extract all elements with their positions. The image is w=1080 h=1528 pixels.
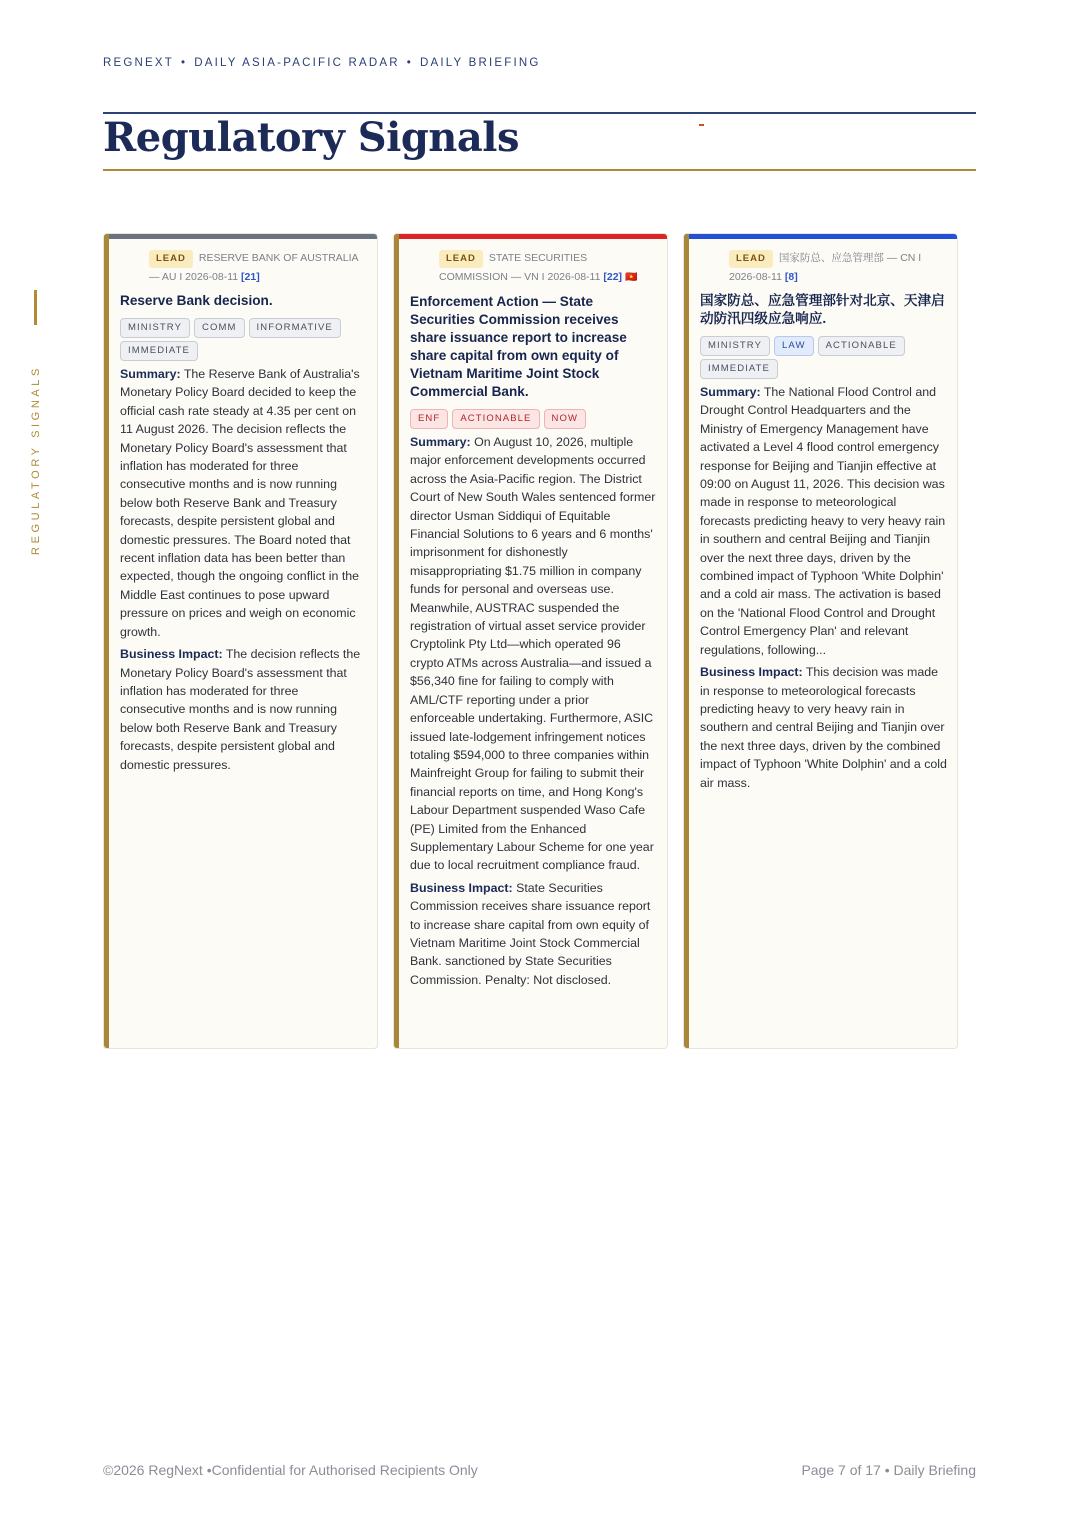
lead-badge: LEAD xyxy=(149,250,193,268)
tag-badge: NOW xyxy=(544,409,587,429)
side-section-label: REGULATORY SIGNALS xyxy=(30,365,42,555)
tag-badge: INFORMATIVE xyxy=(249,318,341,338)
breadcrumb-item: REGNEXT xyxy=(103,57,174,69)
citation-ref[interactable]: [22] xyxy=(603,271,623,283)
card-headline: Reserve Bank decision. xyxy=(120,293,273,308)
signal-card-ssc xyxy=(393,233,668,1049)
card-accent-bar xyxy=(104,234,377,239)
summary-label: Summary: xyxy=(700,385,761,399)
tag-badge: ENF xyxy=(410,409,448,429)
card-source: STATE SECURITIES COMMISSION — VN I 2026-08-11 xyxy=(439,252,601,283)
title-rule-bottom xyxy=(103,169,976,171)
page-title: Regulatory Signals xyxy=(103,114,520,161)
tag-list xyxy=(700,333,947,379)
card-left-bar xyxy=(104,234,109,1048)
summary-text: The National Flood Control and Drought Control Headquarters and the Ministry of Emergency Management have activated a Level 4 flood control emergency response for Beijing and Tianjin effective at 09:00 on August 11, 2026. This decision was made in response to meteorological forecasts predicting heavy to very heavy rain in southern and central Beijing and Tianjin over the next three days, driven by the combined impact of Typhoon 'White Dolphin' and a cold air mass. The activation is based on the 'National Flood Control and Drought Control Emergency Plan' and relevant regulations, following... xyxy=(700,385,946,657)
tag-badge: LAW xyxy=(774,336,814,356)
impact-label: Business Impact: xyxy=(700,665,803,680)
tag-badge: MINISTRY xyxy=(120,318,190,338)
card-summary xyxy=(120,365,367,641)
tag-list xyxy=(410,406,657,429)
tag-badge: ACTIONABLE xyxy=(818,336,905,356)
card-meta xyxy=(410,249,657,287)
breadcrumb-item: DAILY ASIA-PACIFIC RADAR xyxy=(194,57,400,69)
card-summary xyxy=(700,383,947,659)
tag-badge: IMMEDIATE xyxy=(700,359,778,379)
card-impact xyxy=(700,663,947,792)
tag-list xyxy=(120,315,367,361)
impact-text: State Securities Commission receives share issuance report to increase share capital from own equity of Vietnam Maritime Joint Stock Commercial Bank. sanctioned by State Securities Commission. Penalty: Not disclosed. xyxy=(410,880,651,987)
card-impact xyxy=(120,645,367,774)
card-source: RESERVE BANK OF AUSTRALIA — AU I 2026-08-11 xyxy=(149,252,358,283)
impact-text: This decision was made in response to meteorological forecasts predicting heavy to very heavy rain in southern and central Beijing and Tianjin over the next three days, driven by the combined impact of Typhoon 'White Dolphin' and a cold air mass. xyxy=(700,665,947,790)
breadcrumb-separator: • xyxy=(406,57,414,69)
card-left-bar xyxy=(684,234,689,1048)
card-summary xyxy=(410,433,657,875)
citation-ref[interactable]: [8] xyxy=(784,271,798,283)
signal-card-rba xyxy=(103,233,378,1049)
tag-badge: MINISTRY xyxy=(700,336,770,356)
card-headline: Enforcement Action — State Securities Commission receives share issuance report to increase share capital from own equity of Vietnam Maritime Joint Stock Commercial Bank. xyxy=(410,294,627,399)
breadcrumb-separator: • xyxy=(181,57,188,69)
summary-text: The Reserve Bank of Australia's Monetary Policy Board decided to keep the official cash rate steady at 4.35 per cent on 11 August 2026. The decision reflects the Monetary Policy Board's assessment that inflation has moderated for three consecutive months and is now running below both Reserve Bank and Treasury forecasts, despite persistent global and domestic pressures. The Board noted that recent inflation data has been better than expected, though the ongoing conflict in the Middle East continues to pose upward pressure on prices and weigh on economic growth. xyxy=(120,367,360,639)
side-accent-bar xyxy=(34,290,37,325)
breadcrumb-item: DAILY BRIEFING xyxy=(420,57,541,69)
lead-badge: LEAD xyxy=(439,250,483,268)
summary-label: Summary: xyxy=(120,367,181,381)
card-meta xyxy=(700,249,947,286)
flag-icon: 🇻🇳 xyxy=(625,272,638,283)
card-left-bar xyxy=(394,234,399,1048)
tag-badge: IMMEDIATE xyxy=(120,341,198,361)
card-headline: 国家防总、应急管理部针对北京、天津启动防汛四级应急响应. xyxy=(700,293,945,326)
card-meta xyxy=(120,249,367,286)
card-accent-bar xyxy=(684,234,957,239)
summary-text: On August 10, 2026, multiple major enforcement developments occurred across the Asia-Pacific region. The District Court of New South Wales sentenced former director Usman Siddiqui of Equitable Financial Solutions to 6 years and 6 months' imprisonment for dishonestly misappropriating $1.75 million in company funds for personal and overseas use. Meanwhile, AUSTRAC suspended the registration of virtual asset service provider Cryptolink Pty Ltd—which operated 96 crypto ATMs across Australia—and issued a $56,340 fine for failing to comply with AML/CTF reporting under a prior enforceable undertaking. Furthermore, ASIC issued late-lodgement infringement notices totaling $594,000 to three companies within Mainfreight Group for failing to submit their financial reports on time, and Hong Kong's Labour Department suspended Waso Cafe (PE) Limited from the Enhanced Supplementary Labour Scheme for one year due to local recruitment compliance fraud. xyxy=(410,435,656,873)
header-breadcrumb xyxy=(103,57,541,69)
card-accent-bar xyxy=(394,234,667,239)
summary-label: Summary: xyxy=(410,435,471,449)
tag-badge: COMM xyxy=(194,318,244,338)
footer-page-number: Page 7 of 17 • Daily Briefing xyxy=(801,1462,976,1478)
impact-label: Business Impact: xyxy=(410,880,513,895)
title-accent-mark xyxy=(699,124,704,126)
impact-label: Business Impact: xyxy=(120,647,223,662)
card-source: 国家防总、应急管理部 — CN I 2026-08-11 xyxy=(729,252,922,283)
lead-badge: LEAD xyxy=(729,250,773,268)
citation-ref[interactable]: [21] xyxy=(241,271,260,283)
impact-text: The decision reflects the Monetary Policy Board's assessment that inflation has moderated for three consecutive months and is now running below both Reserve Bank and Treasury forecasts, despite persistent global and domestic pressures. xyxy=(120,647,361,772)
tag-badge: ACTIONABLE xyxy=(452,409,539,429)
signal-card-cn-flood xyxy=(683,233,958,1049)
card-impact xyxy=(410,879,657,989)
footer-copyright: ©2026 RegNext •Confidential for Authorised Recipients Only xyxy=(103,1462,478,1478)
